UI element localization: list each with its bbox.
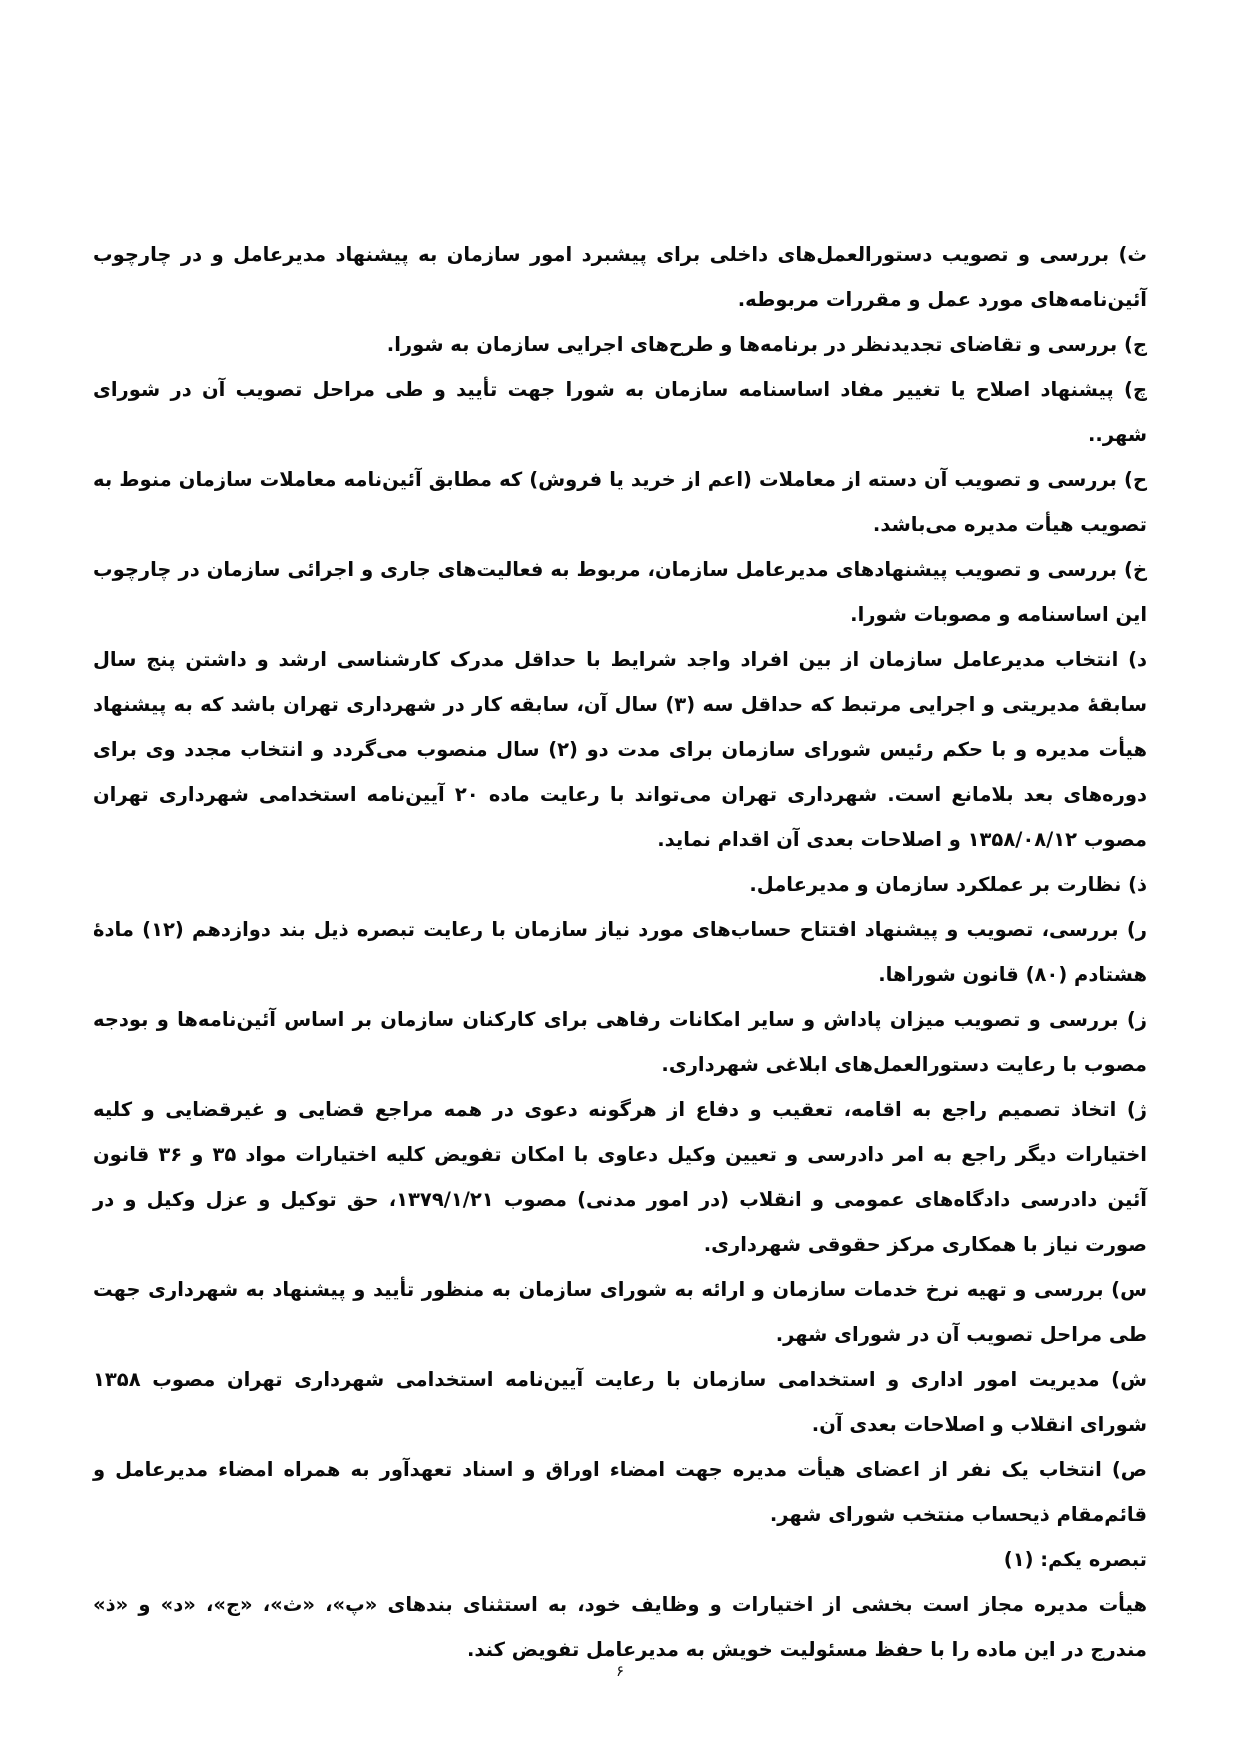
clause-re: ر) بررسی، تصویب و پیشنهاد افتتاح حساب‌های مورد نیاز سازمان با رعایت تبصره ذیل بند دوازدهم (۱۲) مادهٔ هشتادم (۸۰) قانون شوراها. — [93, 918, 1147, 986]
clause-zhe: ژ) اتخاذ تصمیم راجع به اقامه، تعقیب و دفاع از هرگونه دعوی در همه مراجع قضایی و غیرقضایی و کلیه اختیارات دیگر راجع به امر دادرسی و تعیین وکیل دعاوی با امکان تفویض کلیه اختیارات مواد ۳۵ و ۳۶ قانون آئین دادرسی دادگاه‌های عمومی و انقلاب (در امور مدنی) مصوب ۱۳۷۹/۱/۲۱، حق توکیل و عزل وکیل و در صورت نیاز با همکاری مرکز حقوقی شهرداری. — [93, 1098, 1147, 1256]
document-text-block — [93, 232, 1147, 1672]
clause-zal: ذ) نظارت بر عملکرد سازمان و مدیرعامل. — [749, 873, 1147, 896]
clause-che: چ) پیشنهاد اصلاح یا تغییر مفاد اساسنامه سازمان به شورا جهت تأیید و طی مراحل تصویب آن در شورای شهر.. — [93, 378, 1147, 446]
clause-ze: ز) بررسی و تصویب میزان پاداش و سایر امکانات رفاهی برای کارکنان سازمان بر اساس آئین‌نامه‌ها و بودجه مصوب با رعایت دستورالعمل‌های ابلاغی شهرداری. — [93, 1008, 1147, 1076]
note-one-heading: تبصره یکم: (۱) — [1003, 1548, 1147, 1571]
note-one-body: هیأت مدیره مجاز است بخشی از اختیارات و وظایف خود، به استثنای بندهای «پ»، «ث»، «ج»، «د» و «ذ» مندرج در این ماده را با حفظ مسئولیت خویش به مدیرعامل تفویض کند. — [93, 1593, 1147, 1661]
clause-sad: ص) انتخاب یک نفر از اعضای هیأت مدیره جهت امضاء اوراق و اسناد تعهدآور به همراه امضاء مدیرعامل و قائم‌مقام ذیحساب منتخب شورای شهر. — [93, 1458, 1147, 1526]
clause-dal: د) انتخاب مدیرعامل سازمان از بین افراد واجد شرایط با حداقل مدرک کارشناسی ارشد و داشتن پنج سال سابقهٔ مدیریتی و اجرایی مرتبط که حداقل سه (۳) سال آن، سابقه کار در شهرداری تهران باشد که به پیشنهاد هیأت مدیره و با حکم رئیس شورای سازمان برای مدت دو (۲) سال منصوب می‌گردد و انتخاب مجدد وی برای دوره‌های بعد بلامانع است. شهرداری تهران می‌تواند با رعایت ماده ۲۰ آیین‌نامه استخدامی شهرداری تهران مصوب ۱۳۵۸/۰۸/۱۲ و اصلاحات بعدی آن اقدام نماید. — [93, 648, 1148, 851]
clause-jim: ج) بررسی و تقاضای تجدیدنظر در برنامه‌ها و طرح‌های اجرایی سازمان به شورا. — [386, 333, 1147, 356]
clause-shin: ش) مدیریت امور اداری و استخدامی سازمان با رعایت آیین‌نامه استخدامی شهرداری تهران مصوب ۱۳۵۸ شورای انقلاب و اصلاحات بعدی آن. — [93, 1368, 1147, 1436]
page-number: ۶ — [615, 1662, 625, 1680]
clause-se: ث) بررسی و تصویب دستورالعمل‌های داخلی برای پیشبرد امور سازمان به پیشنهاد مدیرعامل و در چارچوب آئین‌نامه‌های مورد عمل و مقررات مربوطه. — [93, 243, 1147, 311]
clause-he: ح) بررسی و تصویب آن دسته از معاملات (اعم از خرید یا فروش) که مطابق آئین‌نامه معاملات سازمان منوط به تصویب هیأت مدیره می‌باشد. — [93, 468, 1147, 536]
clause-sin: س) بررسی و تهیه نرخ خدمات سازمان و ارائه به شورای سازمان به منظور تأیید و پیشنهاد به شهرداری جهت طی مراحل تصویب آن در شورای شهر. — [93, 1278, 1147, 1346]
clause-khe: خ) بررسی و تصویب پیشنهادهای مدیرعامل سازمان، مربوط به فعالیت‌های جاری و اجرائی سازمان در چارچوب این اساسنامه و مصوبات شورا. — [93, 558, 1147, 626]
